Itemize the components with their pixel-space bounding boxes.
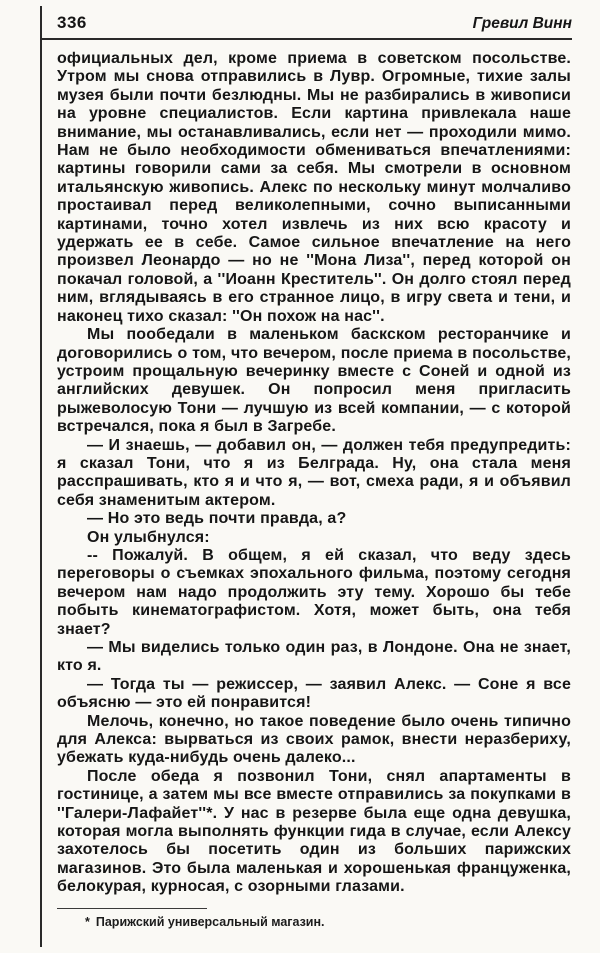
paragraph: После обеда я позвонил Тони, снял апартаменты в гостинице, а затем мы все вместе отправились за покупками в ''Галери-Лафайет''*. У нас в резерве была еще одна девушка, которая могла выполнять функции гида в случае, если Алексу захотелось бы посетить один из больших парижских магазинов. Это была маленькая и хорошенькая француженка, белокурая, курносая, с озорными глазами. [57,767,571,896]
paragraph: Он улыбнулся: [87,528,210,546]
page-header [57,13,572,33]
paragraph: официальных дел, кроме приема в советском посольстве. Утром мы снова отправились в Лувр. Огромные, тихие залы музея были почти безлюдны. Мы не разбирались в живописи на уровне специалистов. Если картина привлекала наше внимание, мы останавливались, если нет — проходили мимо. Нам не было необходимости обмениваться впечатлениями: картины говорили сами за себя. Мы смотрели в основном итальянскую живопись. Алекс по нескольку минут молчаливо простаивал перед великолепными, сочно выписанными картинами, точно хотел извлечь из них всю красоту и удержать ее в себе. Самое сильное впечатление на него произвел Леонардо — но не ''Мона Лиза'', перед которой он покачал головой, а ''Иоанн Креститель''. Он долго стоял перед ним, вглядываясь в его странное лицо, в игру света и тени, и наконец тихо сказал: ''Он похож на нас''. [57,50,571,325]
paragraph: Мы пообедали в маленьком баскском ресторанчике и договорились о том, что вечером, после приема в посольстве, устроим прощальную вечеринку вместе с Соней и одной из английских девушек. Он попросил меня пригласить рыжеволосую Тони — лучшую из всей компании, — с которой встречался, пока я был в Загребе. [57,326,571,436]
left-margin-rule [40,6,42,947]
running-head-author: Гревил Винн [472,15,572,32]
paragraph: — И знаешь, — добавил он, — должен тебя предупредить: я сказал Тони, что я из Белграда. Ну, она стала меня расспрашивать, кто я и что я, — вот, смеха ради, я и объявил себя знаменитым актером. [57,436,571,509]
footnote-text: Парижский универсальный магазин. [95,915,325,929]
footnote [57,915,571,930]
paragraph: -- Пожалуй. В общем, я ей сказал, что веду здесь переговоры о съемках эпохального фильма, поэтому сегодня вечером нам надо продолжить эту тему. Хорошо бы тебе побыть кинематографистом. Хотя, может быть, она тебя знает? [57,546,571,638]
body-text [57,50,571,897]
footnote-rule [57,908,207,909]
page-number: 336 [57,13,87,32]
footnote-block [57,908,571,930]
paragraph: — Тогда ты — режиссер, — заявил Алекс. — Соне я все объясню — это ей понравится! [57,675,571,712]
header-rule [40,38,572,40]
footnote-marker: * [85,915,90,929]
paragraph: — Но это ведь почти правда, а? [87,510,347,528]
paragraph: — Мы виделись только один раз, в Лондоне. Она не знает, кто я. [57,639,571,675]
paragraph: Мелочь, конечно, но такое поведение было очень типично для Алекса: вырваться из своих рамок, внести неразбериху, убежать куда-нибудь очень далеко... [57,712,571,767]
